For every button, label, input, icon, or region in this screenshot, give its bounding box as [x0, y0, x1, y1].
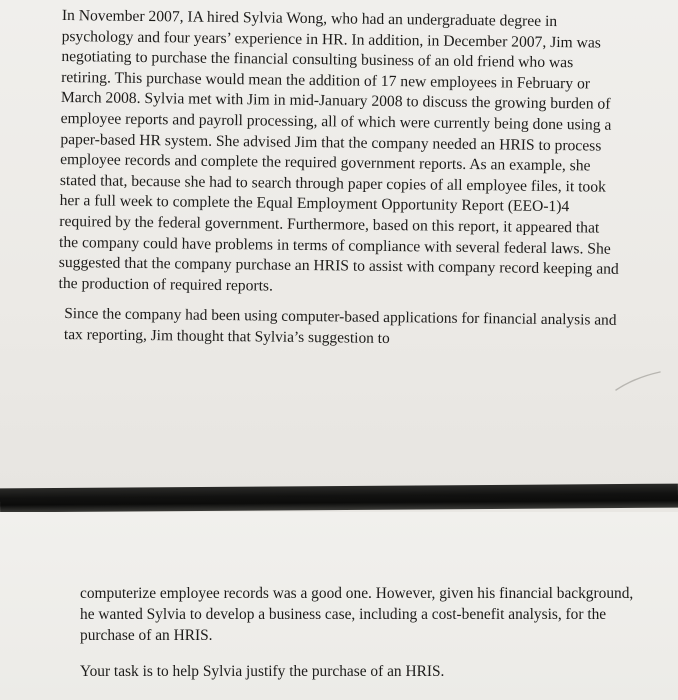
paragraph-2: Since the company had been using computer-based applications for financial analysis and tax reporting, Jim thought that Sylvia’s suggestion to: [63, 305, 617, 348]
text-block-bottom: [80, 584, 640, 683]
pen-stroke-mark: [614, 370, 662, 394]
paragraph-4-task: Your task is to help Sylvia justify the purchase of an HRIS.: [80, 663, 445, 681]
page-divider-bar: [0, 484, 678, 513]
paragraph-3: computerize employee records was a good one. However, given his financial background, he wanted Sylvia to develop a business case, including a cost-benefit analysis, for the purchase of an HRIS.: [80, 585, 634, 644]
paragraph-1: In November 2007, IA hired Sylvia Wong, who had an undergraduate degree in psychology and four years’ experience in HR. In addition, in December 2007, Jim was negotiating to purchase the financial consulting business of an old friend who was retiring. This purchase would mean the addition of 17 new employees in February or March 2008. Sylvia met with Jim in mid-January 2008 to discuss the growing burden of employee reports and payroll processing, all of which were currently being done using a paper-based HR system. She advised Jim that the company needed an HRIS to process employee records and complete the required government reports. As an example, she stated that, because she had to search through paper copies of all employee files, it took her a full week to complete the Equal Employment Opportunity Report (EEO-1)4 required by the federal government. Furthermore, based on this report, it appeared that the company could have problems in terms of compliance with several federal laws. She suggested that the company purchase an HRIS to assist with company record keeping and the production of required reports.: [58, 6, 619, 295]
text-block-top: [58, 6, 622, 353]
